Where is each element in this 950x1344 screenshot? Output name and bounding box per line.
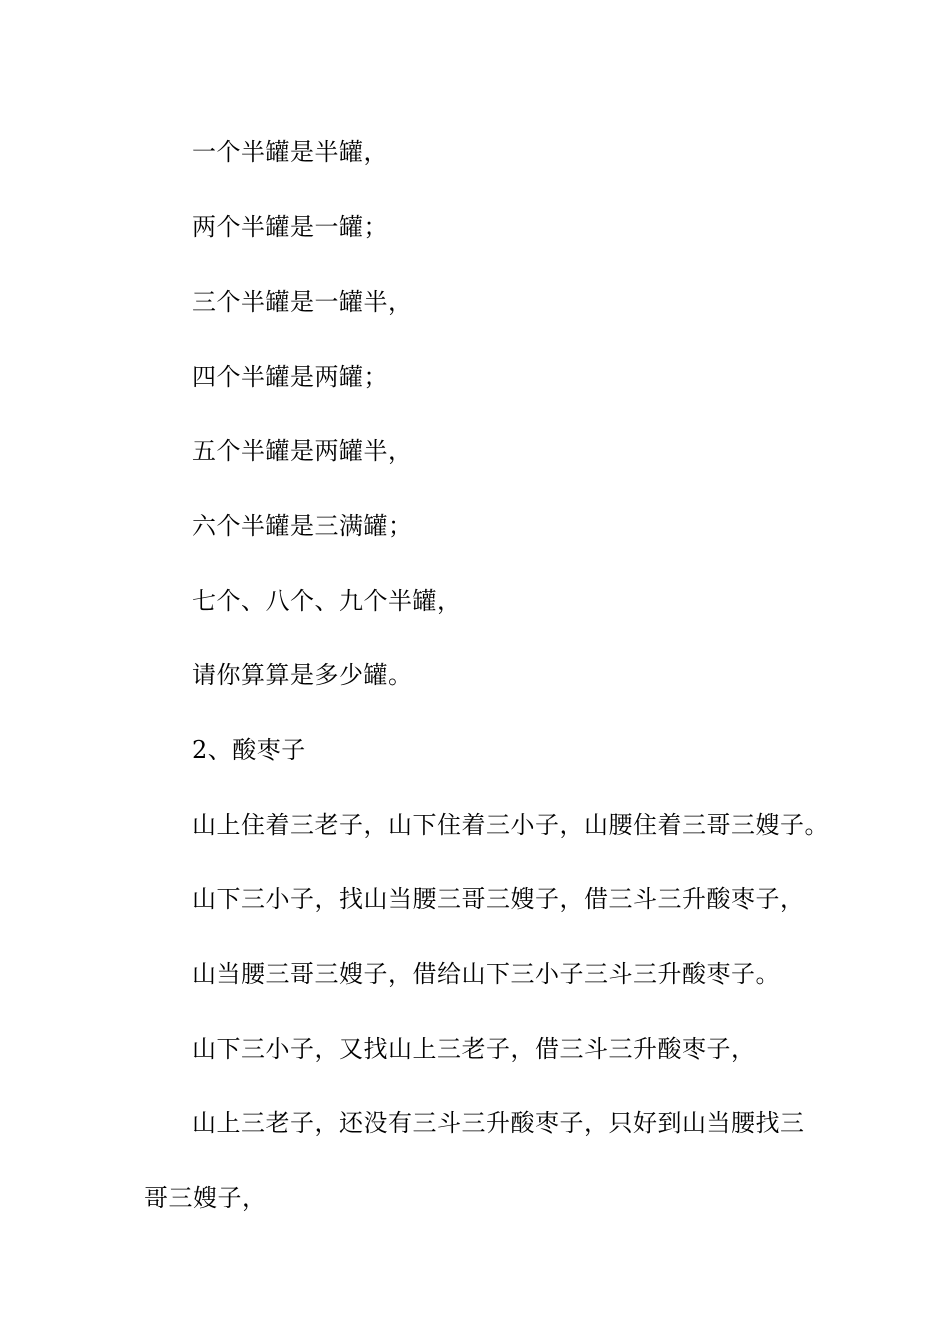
text-line-10: 山上住着三老子，山下住着三小子，山腰住着三哥三嫂子。 (192, 811, 829, 839)
text-line-14: 山上三老子，还没有三斗三升酸枣子，只好到山当腰找三 (192, 1109, 805, 1137)
text-line-2: 两个半罐是一罐； (192, 213, 388, 241)
section-heading: 2、酸枣子 (192, 736, 306, 764)
text-line-3: 三个半罐是一罐半， (192, 288, 413, 316)
text-line-8: 请你算算是多少罐。 (192, 661, 413, 689)
text-line-7: 七个、八个、九个半罐， (192, 587, 462, 615)
text-line-11: 山下三小子，找山当腰三哥三嫂子，借三斗三升酸枣子， (192, 885, 805, 913)
text-line-4: 四个半罐是两罐； (192, 363, 388, 391)
text-line-12: 山当腰三哥三嫂子，借给山下三小子三斗三升酸枣子。 (192, 960, 780, 988)
text-line-13: 山下三小子，又找山上三老子，借三斗三升酸枣子， (192, 1035, 756, 1063)
text-line-1: 一个半罐是半罐， (192, 138, 388, 166)
text-line-5: 五个半罐是两罐半， (192, 437, 413, 465)
text-line-6: 六个半罐是三满罐； (192, 512, 413, 540)
text-line-15: 哥三嫂子， (144, 1184, 267, 1212)
